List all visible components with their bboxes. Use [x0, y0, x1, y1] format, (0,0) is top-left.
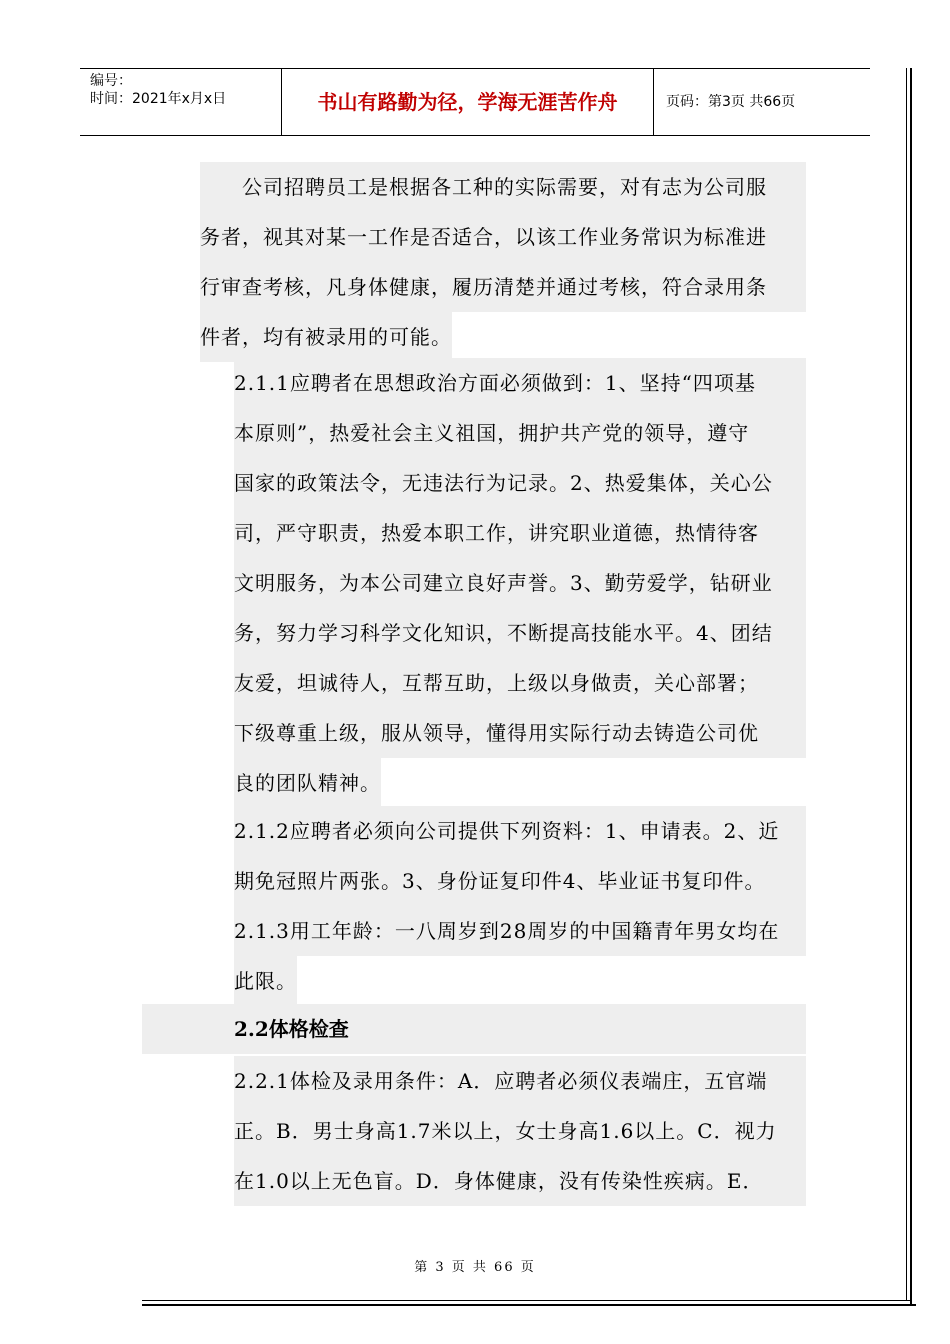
paragraph-2-1-2 — [234, 806, 806, 906]
header-motto: 书山有路勤为径，学海无涯苦作舟 — [282, 69, 654, 135]
text-line: 在1.0以上无色盲。D．身体健康，没有传染性疾病。E． — [234, 1156, 806, 1206]
paragraph-2-1-3 — [234, 906, 806, 1006]
number-label: 编号： — [90, 73, 132, 89]
page-header — [80, 68, 870, 136]
text-line: 期免冠照片两张。3、身份证复印件4、毕业证书复印件。 — [234, 856, 806, 906]
section-heading: 2.2体格检查 — [234, 1017, 349, 1041]
text-line: 2.1.1应聘者在思想政治方面必须做到：1、坚持“四项基 — [234, 358, 806, 408]
paragraph-2-1-1 — [234, 358, 806, 808]
text-line: 国家的政策法令，无违法行为记录。2、热爱集体，关心公 — [234, 458, 806, 508]
bottom-border-line — [142, 1300, 912, 1301]
text-line: 公司招聘员工是根据各工种的实际需要，对有志为公司服 — [200, 162, 806, 212]
header-page-info: 页码：第3页 共66页 — [666, 94, 796, 110]
text-line: 文明服务，为本公司建立良好声誉。3、勤劳爱学，钻研业 — [234, 558, 806, 608]
text-line: 良的团队精神。 — [234, 758, 381, 808]
text-line: 下级尊重上级，服从领导，懂得用实际行动去铸造公司优 — [234, 708, 806, 758]
bottom-border-line — [142, 1304, 916, 1306]
right-border-line — [906, 68, 907, 1301]
text-line: 2.1.3用工年龄：一八周岁到28周岁的中国籍青年男女均在 — [234, 906, 806, 956]
text-line: 此限。 — [234, 956, 297, 1006]
right-border-line — [910, 68, 912, 1306]
page-footer: 第 3 页 共 66 页 — [414, 1260, 536, 1275]
text-line: 件者，均有被录用的可能。 — [200, 312, 452, 362]
text-line: 2.1.2应聘者必须向公司提供下列资料：1、申请表。2、近 — [234, 806, 806, 856]
text-line: 务者，视其对某一工作是否适合，以该工作业务常识为标准进 — [200, 212, 806, 262]
header-meta — [80, 69, 282, 135]
text-line: 友爱，坦诚待人，互帮互助，上级以身做责，关心部署； — [234, 658, 806, 708]
text-line: 务，努力学习科学文化知识，不断提高技能水平。4、团结 — [234, 608, 806, 658]
time-label: 时间：2021年x月x日 — [90, 91, 227, 107]
text-line: 行审查考核，凡身体健康，履历清楚并通过考核，符合录用条 — [200, 262, 806, 312]
text-line: 本原则”，热爱社会主义祖国，拥护共产党的领导，遵守 — [234, 408, 806, 458]
text-line: 2.2.1体检及录用条件：A．应聘者必须仪表端庄，五官端 — [234, 1056, 806, 1106]
text-line: 正。B．男士身高1.7米以上，女士身高1.6以上。C．视力 — [234, 1106, 806, 1156]
paragraph-2-2-1 — [234, 1056, 806, 1206]
intro-paragraph — [200, 162, 806, 362]
text-line: 司，严守职责，热爱本职工作，讲究职业道德，热情待客 — [234, 508, 806, 558]
